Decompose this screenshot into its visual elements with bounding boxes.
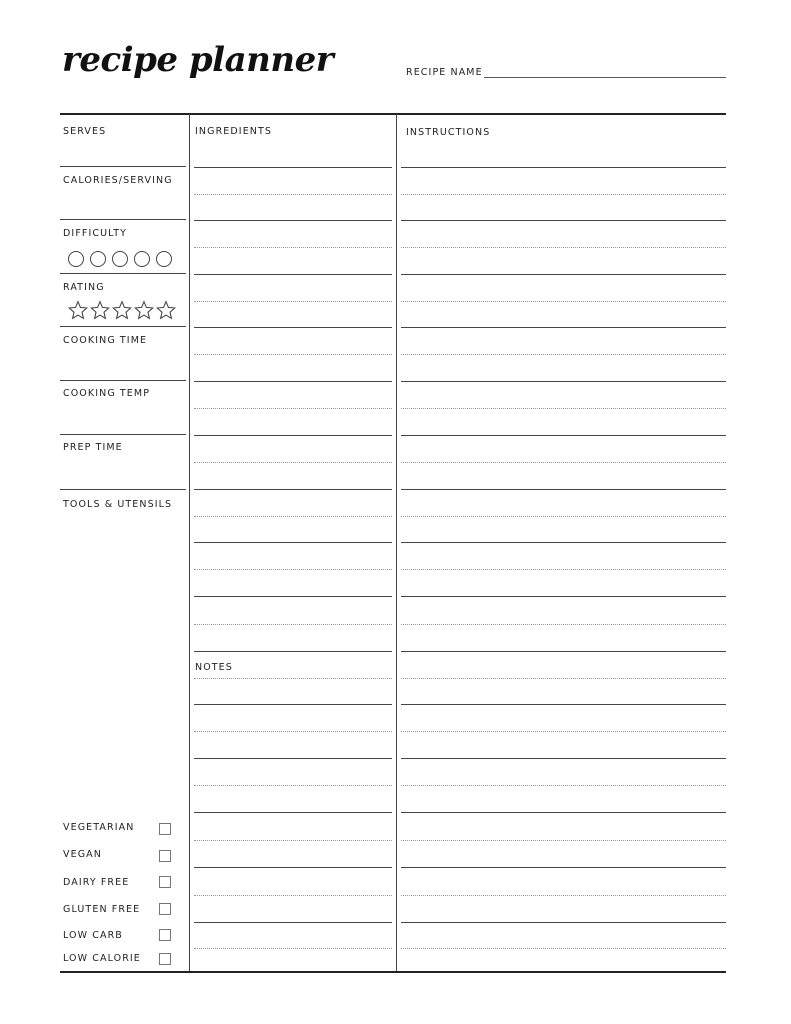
instruction-guide-line[interactable]	[401, 624, 726, 625]
ingredient-guide-line[interactable]	[194, 948, 392, 949]
instruction-guide-line[interactable]	[401, 462, 726, 463]
ingredient-line[interactable]	[194, 489, 392, 490]
bottom-border	[60, 971, 726, 973]
instruction-guide-line[interactable]	[401, 194, 726, 195]
column-divider-right	[396, 114, 397, 971]
ingredient-line[interactable]	[194, 381, 392, 382]
difficulty-circle[interactable]	[90, 251, 106, 267]
rating-label: RATING	[63, 282, 105, 293]
instruction-guide-line[interactable]	[401, 247, 726, 248]
ingredient-line[interactable]	[194, 542, 392, 543]
prep-time-line[interactable]	[60, 489, 186, 490]
instruction-line[interactable]	[401, 220, 726, 221]
ingredient-line[interactable]	[194, 220, 392, 221]
ingredient-line[interactable]	[194, 435, 392, 436]
ingredient-guide-line[interactable]	[194, 516, 392, 517]
instruction-guide-line[interactable]	[401, 948, 726, 949]
low-calorie-checkbox[interactable]	[159, 953, 171, 965]
column-divider-left	[189, 114, 190, 971]
ingredient-guide-line[interactable]	[194, 785, 392, 786]
diet-label-low-carb: LOW CARB	[63, 930, 123, 941]
instruction-guide-line[interactable]	[401, 678, 726, 679]
difficulty-circle[interactable]	[68, 251, 84, 267]
star-icon[interactable]	[112, 300, 132, 320]
instruction-line[interactable]	[401, 596, 726, 597]
serves-label: SERVES	[63, 126, 107, 137]
instruction-guide-line[interactable]	[401, 895, 726, 896]
page-title: recipe planner	[62, 40, 334, 80]
diet-label-low-calorie: LOW CALORIE	[63, 953, 141, 964]
instruction-guide-line[interactable]	[401, 354, 726, 355]
prep-time-label: PREP TIME	[63, 442, 123, 453]
ingredient-line[interactable]	[194, 596, 392, 597]
tools-area[interactable]	[60, 515, 186, 805]
diet-label-vegan: VEGAN	[63, 849, 102, 860]
diet-label-dairy-free: DAIRY FREE	[63, 877, 130, 888]
instruction-line[interactable]	[401, 167, 726, 168]
vegetarian-checkbox[interactable]	[159, 823, 171, 835]
calories-label: CALORIES/SERVING	[63, 175, 173, 186]
difficulty-circle[interactable]	[156, 251, 172, 267]
ingredient-guide-line[interactable]	[194, 895, 392, 896]
rating-line	[60, 326, 186, 327]
ingredient-line[interactable]	[194, 651, 392, 652]
top-border	[60, 113, 726, 115]
instruction-guide-line[interactable]	[401, 731, 726, 732]
recipe-name-label: RECIPE NAME	[406, 67, 483, 78]
instruction-line[interactable]	[401, 812, 726, 813]
diet-label-gluten-free: GLUTEN FREE	[63, 904, 141, 915]
instruction-line[interactable]	[401, 327, 726, 328]
ingredient-line[interactable]	[194, 274, 392, 275]
cooking-time-line[interactable]	[60, 380, 186, 381]
star-icon[interactable]	[134, 300, 154, 320]
instruction-line[interactable]	[401, 922, 726, 923]
tools-label: TOOLS & UTENSILS	[63, 499, 173, 510]
ingredient-line[interactable]	[194, 867, 392, 868]
ingredient-line[interactable]	[194, 327, 392, 328]
instruction-guide-line[interactable]	[401, 516, 726, 517]
instruction-line[interactable]	[401, 435, 726, 436]
instruction-guide-line[interactable]	[401, 569, 726, 570]
serves-line[interactable]	[60, 166, 186, 167]
recipe-name-field[interactable]	[484, 77, 726, 78]
calories-line[interactable]	[60, 219, 186, 220]
gluten-free-checkbox[interactable]	[159, 903, 171, 915]
cooking-temp-line[interactable]	[60, 434, 186, 435]
diet-label-vegetarian: VEGETARIAN	[63, 822, 135, 833]
ingredient-guide-line[interactable]	[194, 462, 392, 463]
instruction-guide-line[interactable]	[401, 785, 726, 786]
ingredient-line[interactable]	[194, 812, 392, 813]
cooking-temp-label: COOKING TEMP	[63, 388, 151, 399]
star-icon[interactable]	[68, 300, 88, 320]
ingredient-guide-line[interactable]	[194, 840, 392, 841]
ingredient-line[interactable]	[194, 922, 392, 923]
instruction-line[interactable]	[401, 489, 726, 490]
instruction-guide-line[interactable]	[401, 301, 726, 302]
vegan-checkbox[interactable]	[159, 850, 171, 862]
ingredient-guide-line[interactable]	[194, 247, 392, 248]
cooking-time-label: COOKING TIME	[63, 335, 148, 346]
instructions-heading: INSTRUCTIONS	[406, 127, 491, 138]
instruction-line[interactable]	[401, 758, 726, 759]
dairy-free-checkbox[interactable]	[159, 876, 171, 888]
ingredient-guide-line[interactable]	[194, 731, 392, 732]
instruction-line[interactable]	[401, 542, 726, 543]
ingredient-line[interactable]	[194, 704, 392, 705]
ingredient-guide-line[interactable]	[194, 354, 392, 355]
ingredient-line[interactable]	[194, 758, 392, 759]
ingredient-guide-line[interactable]	[194, 301, 392, 302]
notes-heading: NOTES	[195, 662, 233, 673]
ingredients-heading: INGREDIENTS	[195, 126, 273, 137]
ingredient-guide-line[interactable]	[194, 408, 392, 409]
difficulty-line	[60, 273, 186, 274]
instruction-line[interactable]	[401, 704, 726, 705]
difficulty-label: DIFFICULTY	[63, 228, 128, 239]
instruction-guide-line[interactable]	[401, 840, 726, 841]
difficulty-circle[interactable]	[134, 251, 150, 267]
ingredient-guide-line[interactable]	[194, 678, 392, 679]
ingredient-guide-line[interactable]	[194, 194, 392, 195]
low-carb-checkbox[interactable]	[159, 929, 171, 941]
instruction-guide-line[interactable]	[401, 408, 726, 409]
ingredient-guide-line[interactable]	[194, 569, 392, 570]
ingredient-guide-line[interactable]	[194, 624, 392, 625]
instruction-line[interactable]	[401, 867, 726, 868]
ingredient-line[interactable]	[194, 167, 392, 168]
instruction-line[interactable]	[401, 651, 726, 652]
difficulty-circle[interactable]	[112, 251, 128, 267]
instruction-line[interactable]	[401, 274, 726, 275]
instruction-line[interactable]	[401, 381, 726, 382]
star-icon[interactable]	[90, 300, 110, 320]
star-icon[interactable]	[156, 300, 176, 320]
